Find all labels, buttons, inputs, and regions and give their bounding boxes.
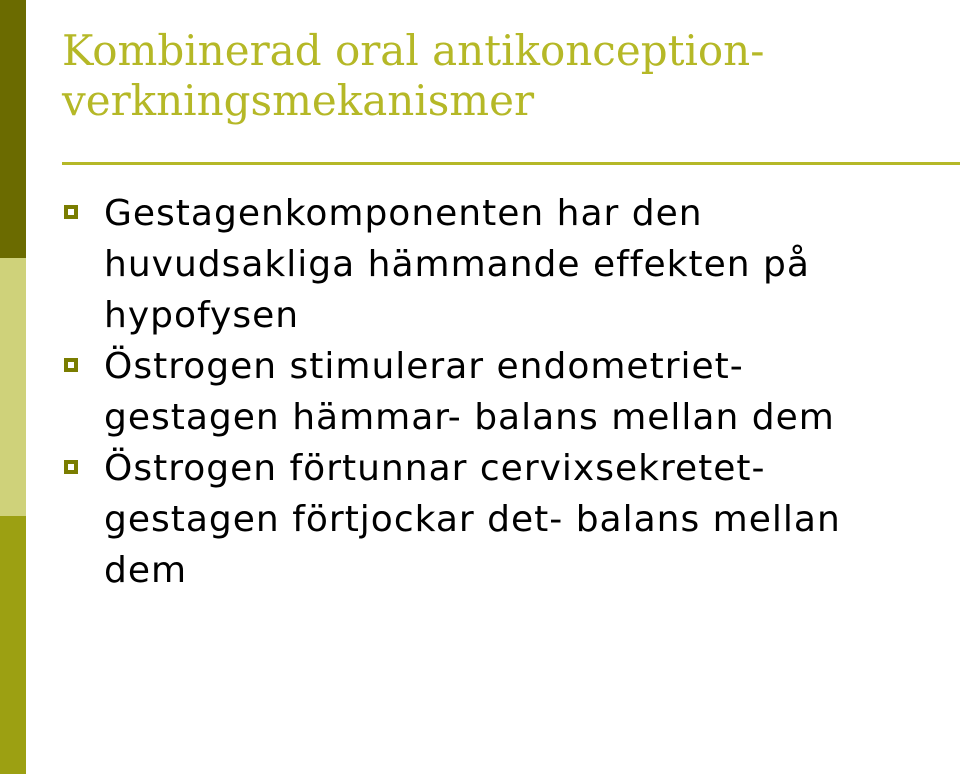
bullet-list [62, 188, 942, 596]
slide-title-line: verkningsmekanismer [62, 76, 535, 125]
side-accent-bar [0, 0, 26, 774]
bullet-text-line: gestagen hämmar- balans mellan dem [104, 397, 835, 438]
bullet-text-line: Östrogen förtunnar cervixsekretet- [104, 448, 766, 489]
bullet-text-line: huvudsakliga hämmande effekten på [104, 244, 810, 285]
bullet-text-line: Gestagenkomponenten har den [104, 193, 703, 234]
side-bar-top-segment [0, 0, 26, 258]
bullet-text-line: dem [104, 550, 188, 591]
slide-title-line: Kombinerad oral antikonception- [62, 26, 765, 75]
hollow-square-bullet-icon [64, 205, 78, 219]
hollow-square-bullet-icon [64, 358, 78, 372]
slide-title [62, 26, 942, 126]
bullet-text-line: hypofysen [104, 295, 300, 336]
bullet-item [62, 188, 942, 341]
side-bar-middle-segment [0, 258, 26, 516]
bullet-text-line: gestagen förtjockar det- balans mellan [104, 499, 841, 540]
bullet-text-line: Östrogen stimulerar endometriet- [104, 346, 744, 387]
bullet-item [62, 443, 942, 596]
title-underline-rule [62, 162, 960, 165]
hollow-square-bullet-icon [64, 460, 78, 474]
bullet-item [62, 341, 942, 443]
side-bar-bottom-segment [0, 516, 26, 774]
